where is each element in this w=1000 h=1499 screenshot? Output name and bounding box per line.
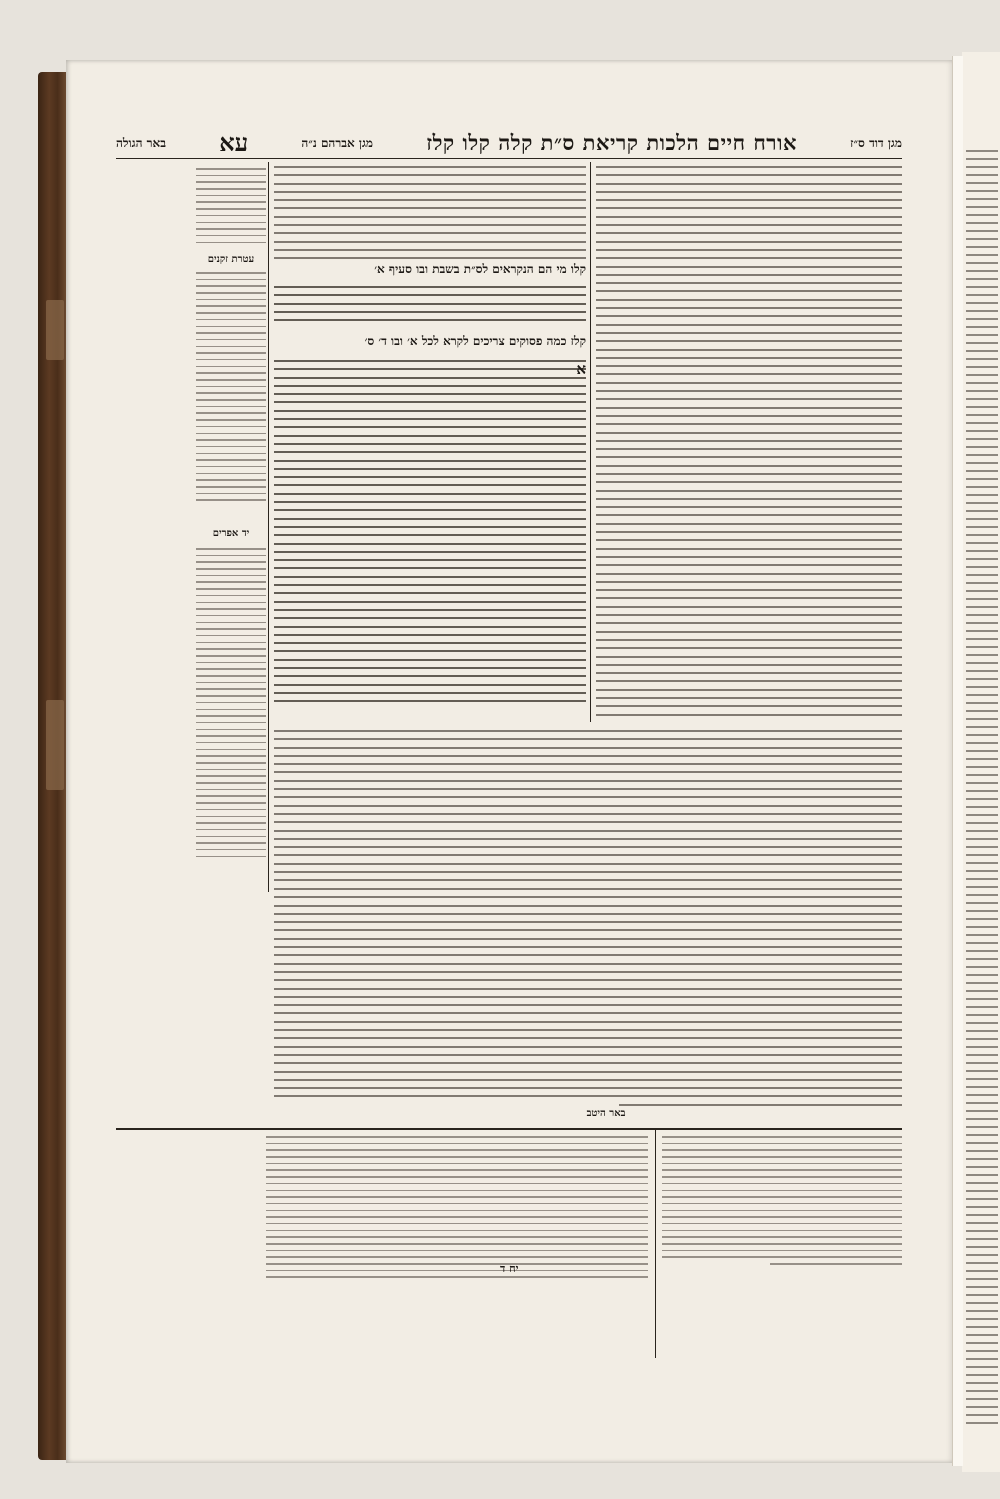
atarah-zekenim-text: [196, 272, 266, 506]
header-beer-hagolah: באר הגולה: [116, 135, 167, 150]
header-title: אורח חיים הלכות קריאת ס״ת קלה קלו קלז: [426, 130, 797, 155]
column-divider: [590, 162, 591, 722]
printer-signature: יח ד: [500, 1262, 519, 1275]
page-edges: [952, 56, 963, 1466]
commentary-lower-text: [274, 730, 902, 888]
commentary-full-width-text: [274, 888, 902, 1112]
beer-heitev-title: באר היטב: [586, 1108, 626, 1119]
siman-135-heading: קלו מי הם הנקראים לס״ת בשבת ובו סעיף א׳: [374, 262, 586, 276]
header-magen-avraham: מגן אברהם נ״ה: [301, 135, 374, 150]
column-divider: [268, 162, 269, 892]
seif-letter: א: [576, 360, 586, 378]
header-magen-david: מגן דוד ס״ז: [850, 135, 902, 150]
siman-135-text: [274, 286, 586, 327]
binding-wear: [46, 300, 64, 360]
yad-efraim-text: [196, 548, 266, 862]
siman-137-heading: קלז כמה פסוקים צריכים לקרא לכל א׳ ובו ד׳ ס׳: [364, 334, 586, 348]
magen-avraham-text: [274, 166, 586, 266]
beer-heitev-left-text: [266, 1136, 648, 1283]
footer-divider: [655, 1128, 656, 1358]
yad-efraim-title: יד אפרים: [212, 528, 250, 539]
shulchan-aruch-text: [274, 360, 586, 708]
binding-wear: [46, 700, 64, 790]
page-number: עא: [219, 128, 249, 157]
facing-page-text: [966, 150, 998, 1430]
beer-hagolah-text: [196, 168, 266, 248]
footer-rule: [116, 1128, 902, 1130]
beer-heitev-right-text: [662, 1136, 902, 1270]
page-header: [116, 128, 902, 159]
atarah-zekenim-title: עטרת זקנים: [207, 254, 255, 265]
magen-david-text: [596, 166, 902, 722]
